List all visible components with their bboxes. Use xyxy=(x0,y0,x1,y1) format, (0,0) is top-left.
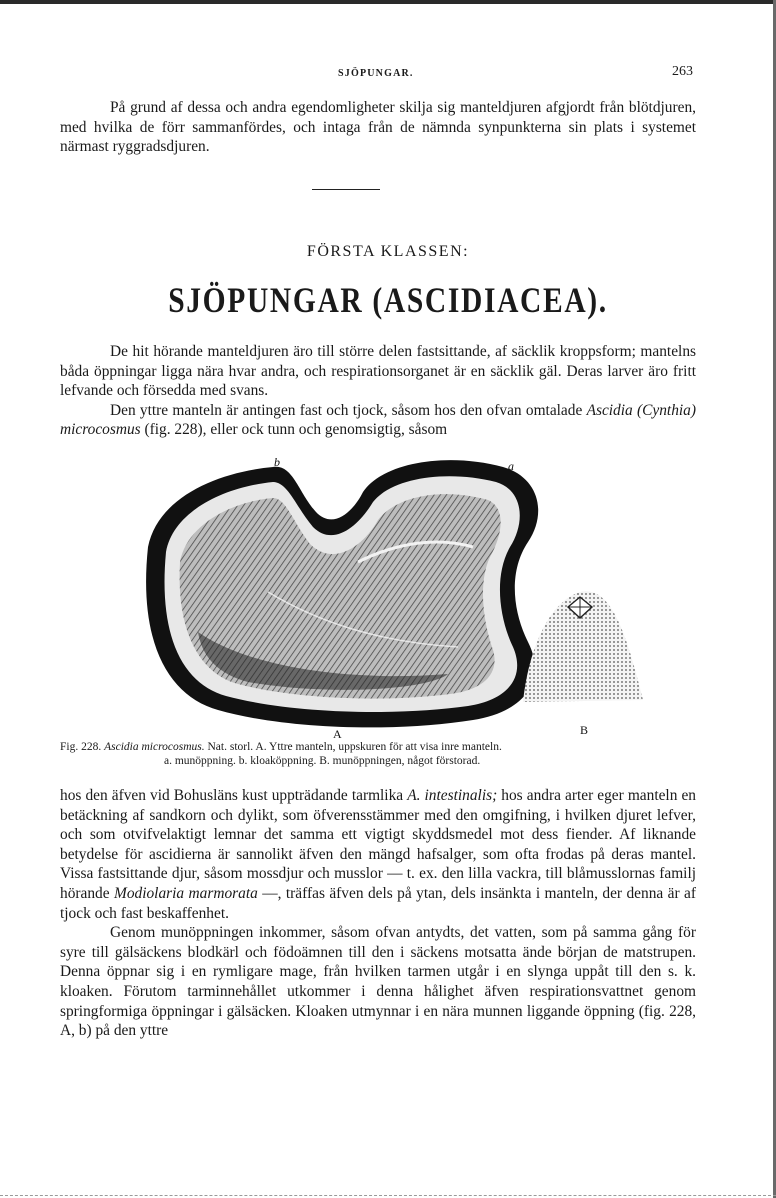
paragraph-b xyxy=(60,401,696,440)
paragraph-b-species: Ascidia (Cynthia) microcosmus xyxy=(60,401,696,439)
section-divider xyxy=(312,189,380,190)
intro-paragraph xyxy=(60,98,696,157)
paragraph-b-text-2: (fig. 228), eller ock tunn och genomsigtig, såsom xyxy=(140,421,448,439)
figure-label-a: A xyxy=(333,727,342,741)
running-head: SJÖPUNGAR. xyxy=(338,68,414,79)
paragraph-d: Genom munöppningen inkommer, såsom ofvan antydts, det vatten, som på samma gång för syre till gälsäckens blodkärl och födoämnen till den i säckens motsatta ände början de matstrupen. Denna öppnar sig i en rymligare mage, från hvilken tarmen utgår i en slynga uppåt till den s. k. kloaken. Förutom tarminnehållet utkommer i denna hålighet äfven respirationsvattnet genom springformiga öppningar i gälsäcken. Kloaken utmynnar i en nära munnen liggande öppning (fig. 228, A, b) på den yttre xyxy=(60,924,696,1040)
paragraph-c-text-3: —, träffas äfven dels på ytan, dels insänkta i manteln, der denna är af tjock och fast beskaffenhet. xyxy=(60,884,696,922)
page-top-edge xyxy=(0,0,776,4)
caption-line-2: a. munöppning. b. kloaköppning. B. munöppningen, något förstorad. xyxy=(164,755,481,767)
figure-228-illustration xyxy=(128,452,648,742)
class-heading: FÖRSTA KLASSEN: xyxy=(306,243,470,260)
figure-mark-a: a xyxy=(508,459,514,473)
figure-label-b: B xyxy=(580,723,589,737)
intro-text: På grund af dessa och andra egendomligheter skilja sig manteldjuren afgjordt från blötdjuren, med hvilka de förr sammanfördes, och intaga från de nämnda synpunkterna sin plats i systemet närmast ryggradsdjuren. xyxy=(60,99,696,156)
page-bottom-edge xyxy=(0,1195,776,1196)
paragraph-c-text-2: hos andra arter eger manteln en betäckning af sandkorn och dylikt, som öfverensstämmer med den omgifning, i hvilken djuret lefver, och som otvifvelaktigt lemnar det samma ett vigtigt skyddsmedel mot dess fiender. Af liknande betydelse för ascidierna är sannolikt äfven den mängd hafsalger, som ofta frodas på deras mantel. Vissa fastsittande djur, såsom mossdjur och musslor — t. ex. den lilla vackra, till blåmusslornas familj hörande xyxy=(60,787,697,902)
section-heading: SJÖPUNGAR (ASCIDIACEA). xyxy=(168,280,608,320)
paragraph-c-text-1: hos den äfven vid Bohusläns kust uppträdande tarmlika xyxy=(60,787,408,804)
paragraph-c-species-1: A. intestinalis; xyxy=(407,787,498,804)
paragraph-a: De hit hörande manteldjuren äro till större delen fastsittande, af säcklik kroppsform; mantelns båda öppningar ligga nära hvar andra, och respirationsorganet är en säcklik gäl. Deras larver äro fritt lefvande och försedda med svans. xyxy=(60,343,696,400)
page-number: 263 xyxy=(672,64,693,79)
caption-line-1 xyxy=(60,740,720,754)
paragraph-b-text-1: Den yttre manteln är antingen fast och tjock, såsom hos den ofvan omtalade xyxy=(110,401,587,419)
figure-caption xyxy=(60,740,720,768)
caption-species: Ascidia microcosmus. xyxy=(104,741,205,753)
section-intro xyxy=(60,342,696,440)
paragraph-c-species-2: Modiolaria marmorata xyxy=(114,884,258,902)
paragraph-c xyxy=(60,786,696,923)
caption-fig-number: Fig. 228. xyxy=(60,741,102,753)
caption-line-1-rest: Nat. storl. A. Yttre manteln, uppskuren för att visa inre manteln. xyxy=(204,741,502,753)
figure-mark-b: b xyxy=(274,455,280,469)
body-text xyxy=(60,786,696,1041)
